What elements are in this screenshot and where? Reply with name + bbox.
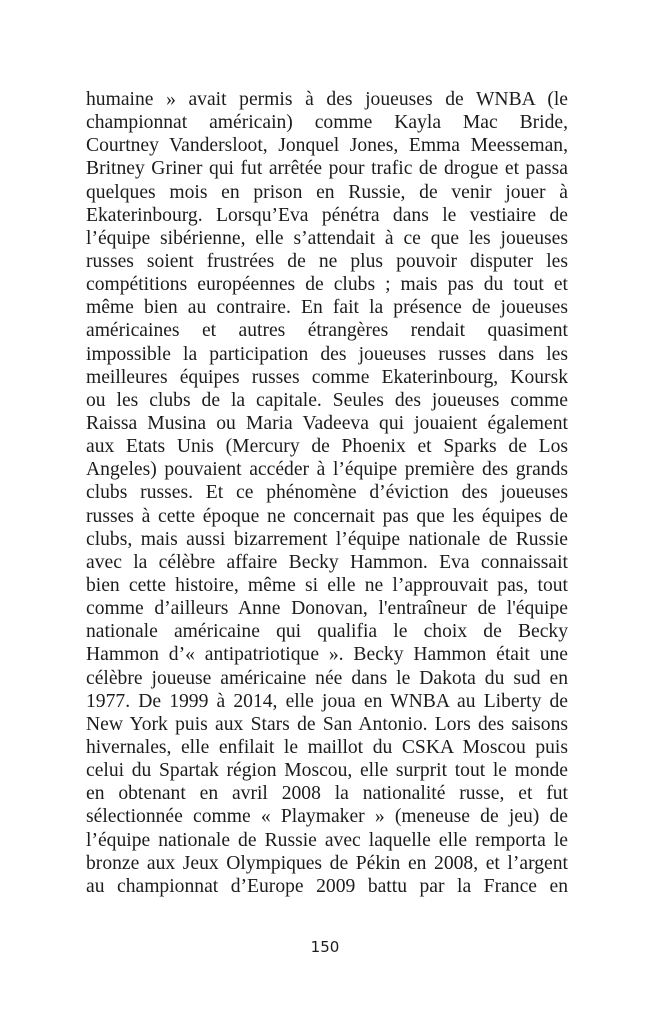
text-line: Britney Griner qui fut arrêtée pour trafic de drogue et passa — [86, 158, 568, 180]
text-line: Ekaterinbourg. Lorsqu’Eva pénétra dans le vestiaire de — [86, 204, 568, 226]
text-line: quelques mois en prison en Russie, de venir jouer à — [86, 181, 568, 203]
text-line: hivernales, elle enfilait le maillot du CSKA Moscou puis — [86, 736, 568, 758]
text-line: sélectionnée comme « Playmaker » (meneuse de jeu) de — [86, 806, 568, 828]
text-line: ou les clubs de la capitale. Seules des joueuses comme — [86, 389, 568, 411]
text-line: Hammon d’« antipatriotique ». Becky Hammon était une — [86, 644, 568, 666]
text-line: Angeles) pouvaient accéder à l’équipe première des grands — [86, 459, 568, 481]
text-line: impossible la participation des joueuses russes dans les — [86, 343, 568, 365]
text-line: en obtenant en avril 2008 la nationalité russe, et fut — [86, 783, 568, 805]
text-line: au championnat d’Europe 2009 battu par la France en — [86, 875, 568, 897]
text-line: clubs, mais aussi bizarrement l’équipe nationale de Russie — [86, 528, 568, 550]
page-number: 150 — [310, 938, 340, 956]
text-line: même bien au contraire. En fait la présence de joueuses — [86, 297, 568, 319]
text-line: clubs russes. Et ce phénomène d’éviction des joueuses — [86, 482, 568, 504]
text-line: Courtney Vandersloot, Jonquel Jones, Emma Meesseman, — [86, 135, 568, 157]
text-line: russes soient frustrées de ne plus pouvoir disputer les — [86, 250, 568, 272]
text-line: célèbre joueuse américaine née dans le Dakota du sud en — [86, 667, 568, 689]
text-line: bronze aux Jeux Olympiques de Pékin en 2008, et l’argent — [86, 852, 568, 874]
text-line: celui du Spartak région Moscou, elle surprit tout le monde — [86, 760, 568, 782]
text-line: l’équipe sibérienne, elle s’attendait à ce que les joueuses — [86, 227, 568, 249]
text-line: l’équipe nationale de Russie avec laquelle elle remporta le — [86, 829, 568, 851]
text-line: New York puis aux Stars de San Antonio. Lors des saisons — [86, 713, 568, 735]
text-line: 1977. De 1999 à 2014, elle joua en WNBA au Liberty de — [86, 690, 568, 712]
text-line: bien cette histoire, même si elle ne l’approuvait pas, tout — [86, 574, 568, 596]
text-line: nationale américaine qui qualifia le choix de Becky — [86, 621, 568, 643]
text-line: comme d’ailleurs Anne Donovan, l'entraîneur de l'équipe — [86, 598, 568, 620]
text-line: meilleures équipes russes comme Ekaterinbourg, Koursk — [86, 366, 568, 388]
text-line: Raissa Musina ou Maria Vadeeva qui jouaient également — [86, 412, 568, 434]
body-text — [86, 88, 568, 898]
text-line: avec la célèbre affaire Becky Hammon. Eva connaissait — [86, 551, 568, 573]
text-line: championnat américain) comme Kayla Mac Bride, — [86, 112, 568, 134]
text-line: compétitions européennes de clubs ; mais pas du tout et — [86, 274, 568, 296]
text-line: américaines et autres étrangères rendait quasiment — [86, 320, 568, 342]
text-line: aux Etats Unis (Mercury de Phoenix et Sparks de Los — [86, 436, 568, 458]
text-line: humaine » avait permis à des joueuses de WNBA (le — [86, 89, 568, 110]
text-line: russes à cette époque ne concernait pas que les équipes de — [86, 505, 568, 527]
